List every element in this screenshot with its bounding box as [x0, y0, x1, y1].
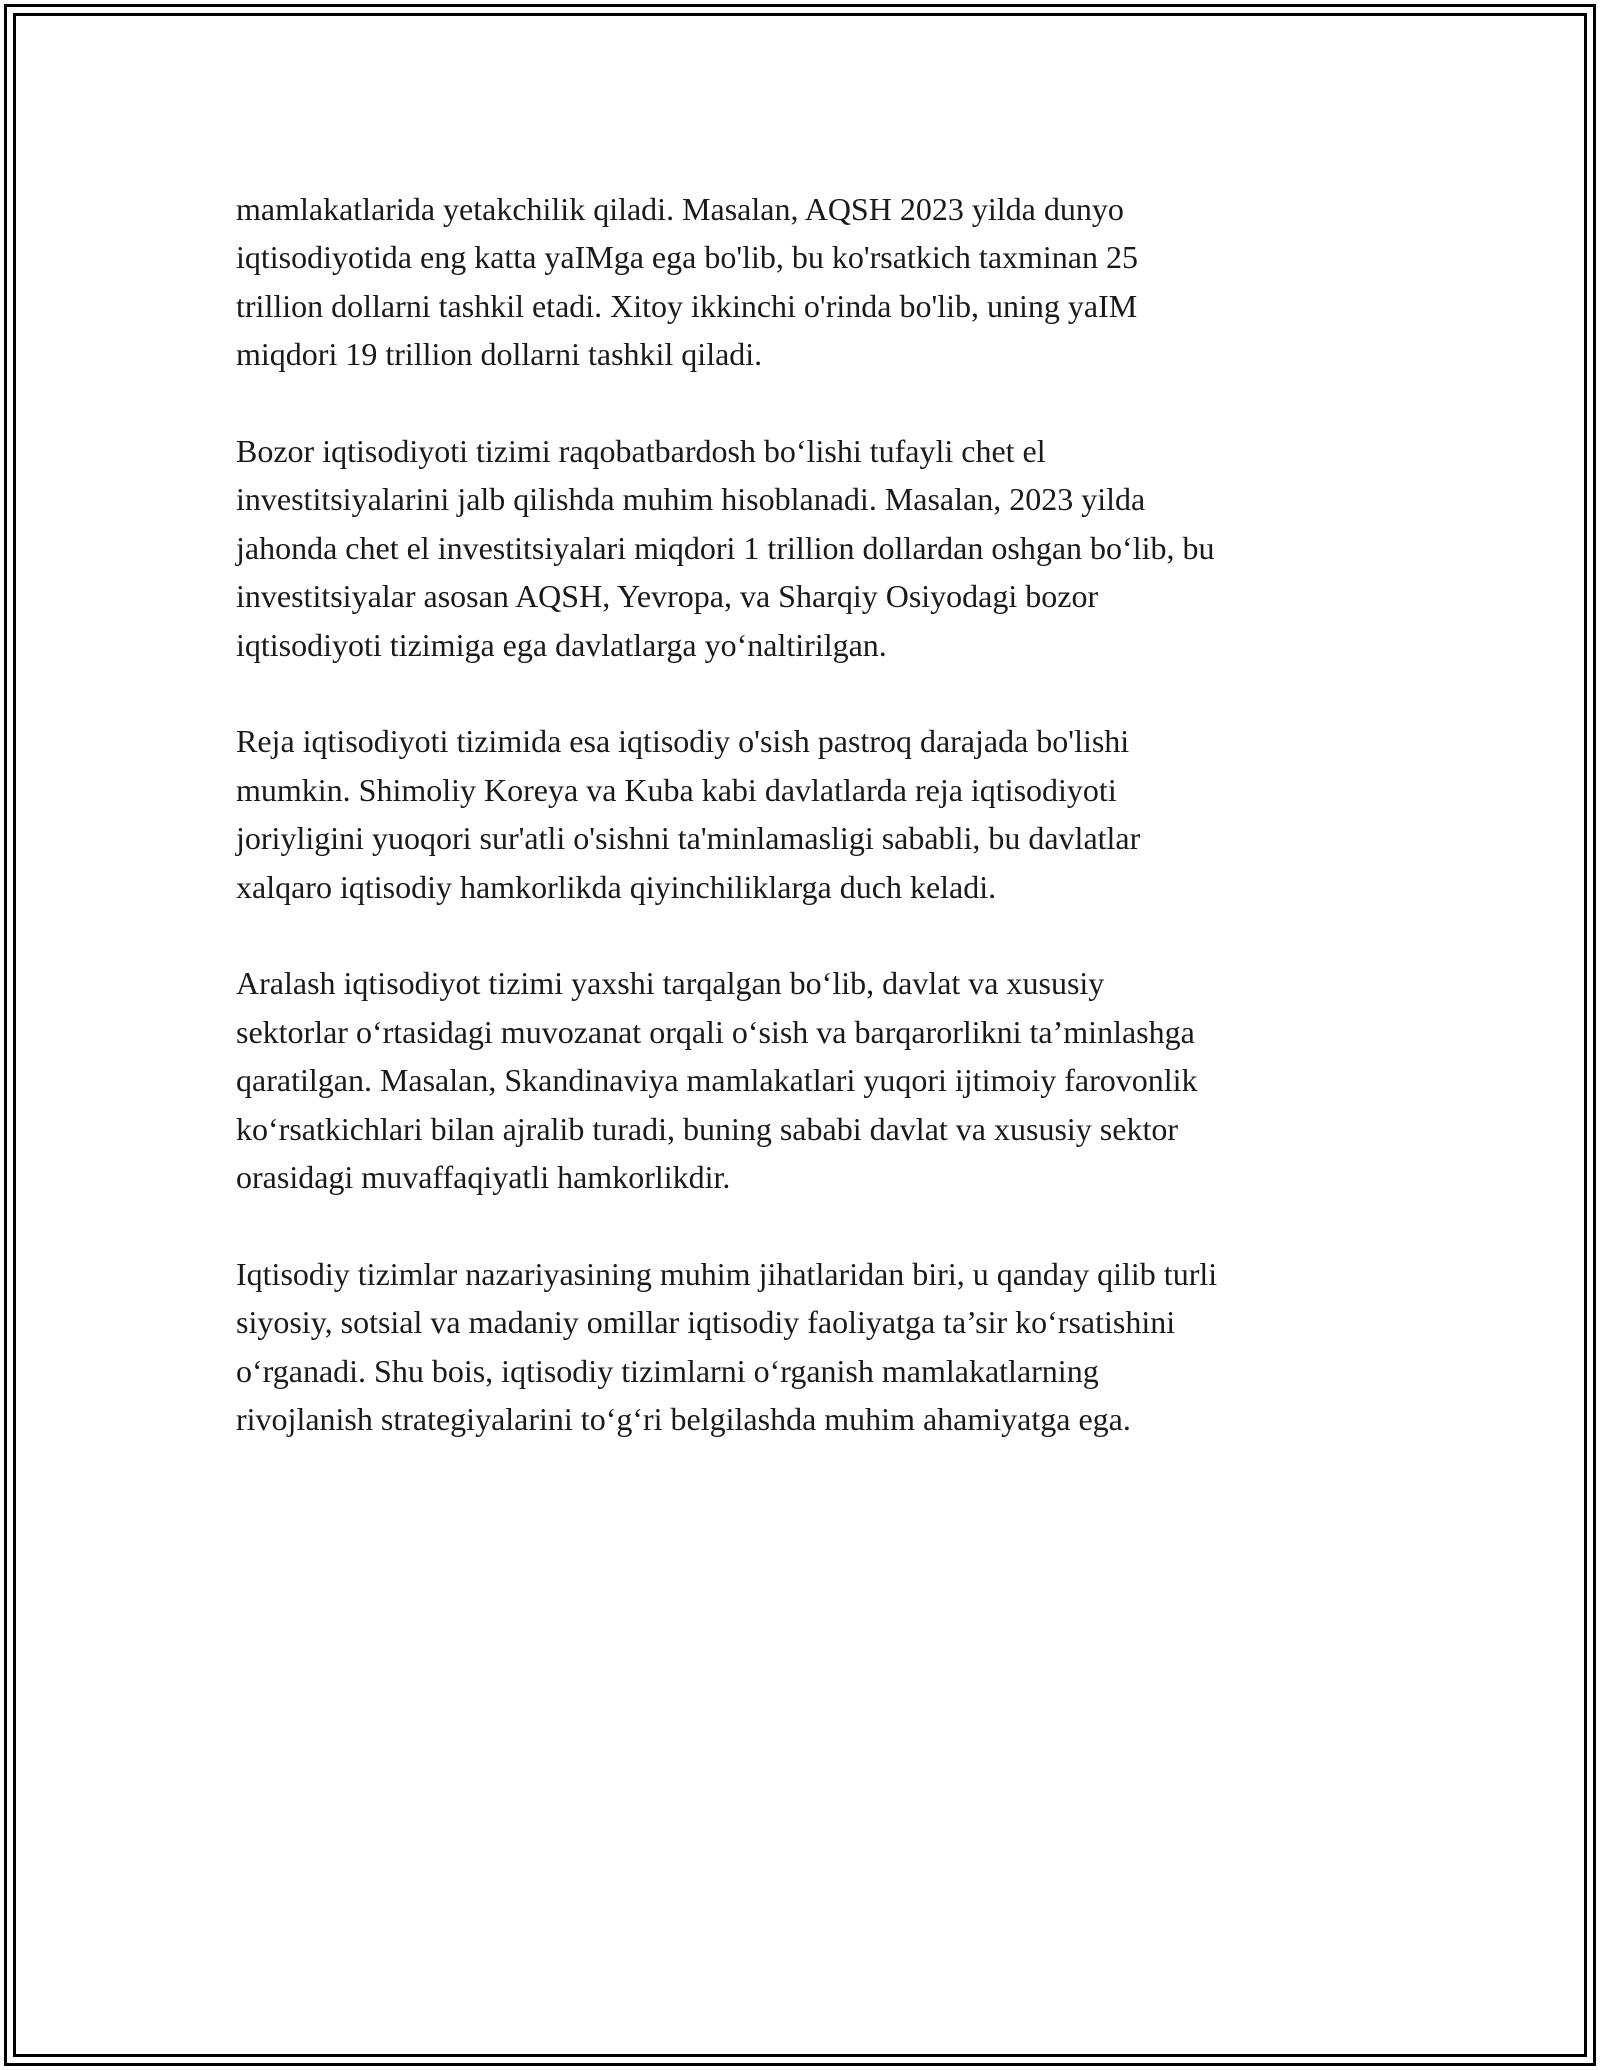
text-line: jahonda chet el investitsiyalari miqdori 1 trillion dollardan oshgan bo‘lib, bu: [236, 529, 1215, 566]
text-line: siyosiy, sotsial va madaniy omillar iqtisodiy faoliyatga ta’sir ko‘rsatishini: [236, 1304, 1176, 1341]
text-line: o‘rganadi. Shu bois, iqtisodiy tizimlarni o‘rganish mamlakatlarning: [236, 1352, 1099, 1389]
text-line: iqtisodiyotida eng katta yaIMga ega bo'lib, bu ko'rsatkich taxminan 25: [236, 239, 1138, 276]
paragraph-gdp: [236, 185, 1376, 379]
document-body: [236, 185, 1376, 1492]
text-line: Aralash iqtisodiyot tizimi yaxshi tarqalgan bo‘lib, davlat va xususiy: [236, 965, 1105, 1002]
text-line: xalqaro iqtisodiy hamkorlikda qiyinchiliklarga duch keladi.: [236, 868, 997, 905]
text-line: iqtisodiyoti tizimiga ega davlatlarga yo‘naltirilgan.: [236, 626, 887, 663]
text-line: Iqtisodiy tizimlar nazariyasining muhim jihatlaridan biri, u qanday qilib turli: [236, 1255, 1218, 1292]
text-line: joriyligini yuoqori sur'atli o'sishni ta'minlamasligi sababli, bu davlatlar: [236, 820, 1141, 857]
text-line: qaratilgan. Masalan, Skandinaviya mamlakatlari yuqori ijtimoiy farovonlik: [236, 1062, 1198, 1099]
text-line: sektorlar o‘rtasidagi muvozanat orqali o‘sish va barqarorlikni ta’minlashga: [236, 1013, 1195, 1050]
text-line: ko‘rsatkichlari bilan ajralib turadi, buning sababi davlat va xususiy sektor: [236, 1110, 1178, 1147]
paragraph-economic-systems-theory: [236, 1250, 1376, 1444]
text-line: investitsiyalar asosan AQSH, Yevropa, va Sharqiy Osiyodagi bozor: [236, 578, 1099, 615]
text-line: mamlakatlarida yetakchilik qiladi. Masalan, AQSH 2023 yilda dunyo: [236, 191, 1124, 227]
text-line: Reja iqtisodiyoti tizimida esa iqtisodiy o'sish pastroq darajada bo'lishi: [236, 723, 1130, 760]
text-line: Bozor iqtisodiyoti tizimi raqobatbardosh bo‘lishi tufayli chet el: [236, 433, 1046, 470]
paragraph-mixed-economy: [236, 959, 1376, 1201]
paragraph-planned-economy: [236, 717, 1376, 911]
text-line: mumkin. Shimoliy Koreya va Kuba kabi davlatlarda reja iqtisodiyoti: [236, 771, 1117, 808]
text-line: trillion dollarni tashkil etadi. Xitoy ikkinchi o'rinda bo'lib, uning yaIM: [236, 287, 1138, 324]
text-line: rivojlanish strategiyalarini to‘g‘ri belgilashda muhim ahamiyatga ega.: [236, 1401, 1131, 1438]
text-line: investitsiyalarini jalb qilishda muhim hisoblanadi. Masalan, 2023 yilda: [236, 481, 1146, 518]
text-line: orasidagi muvaffaqiyatli hamkorlikdir.: [236, 1159, 731, 1196]
paragraph-market-economy: [236, 427, 1376, 669]
text-line: miqdori 19 trillion dollarni tashkil qiladi.: [236, 336, 763, 373]
